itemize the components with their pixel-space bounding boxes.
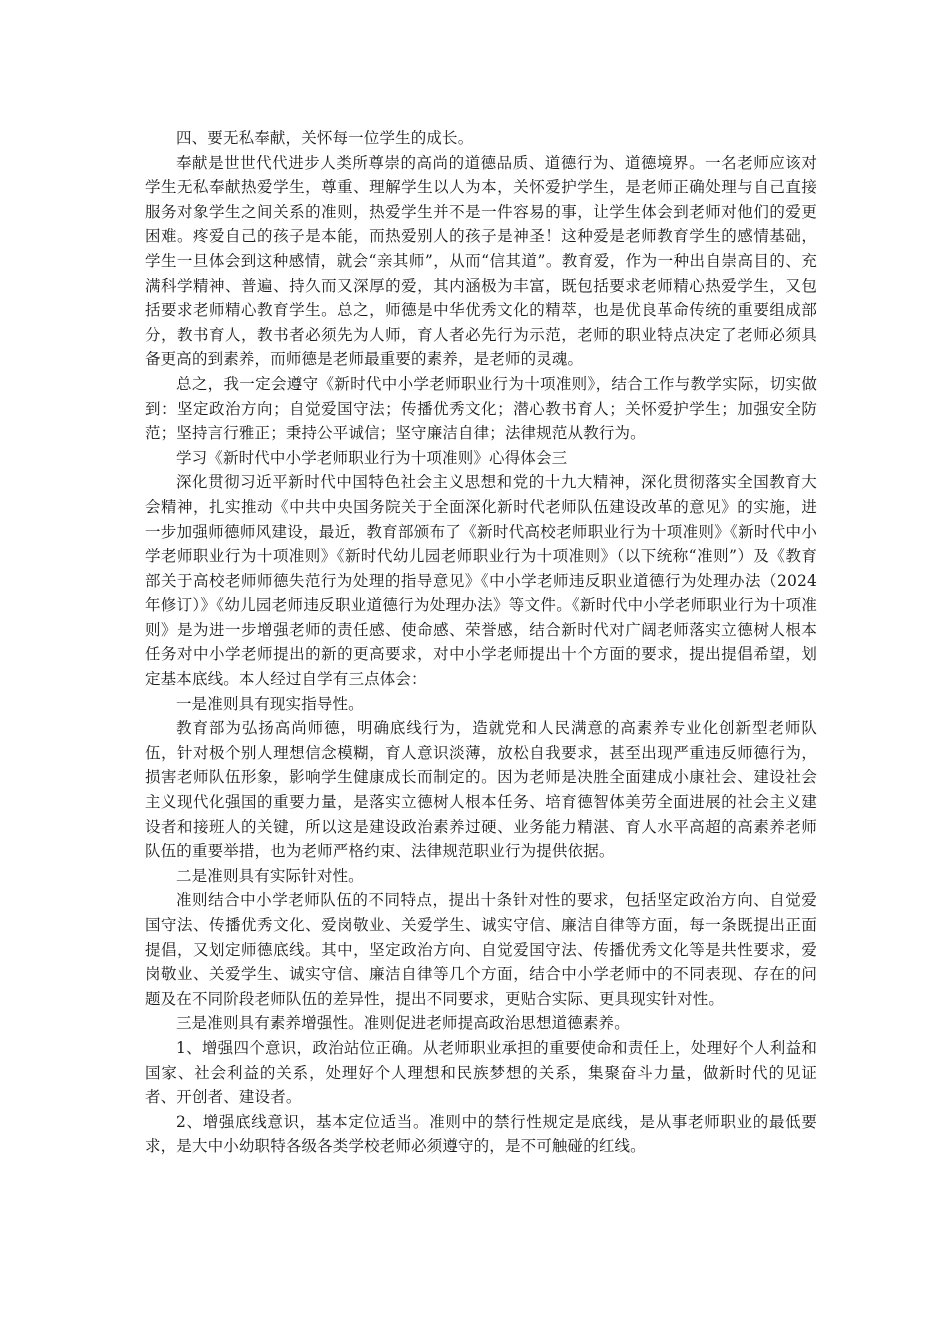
essay-title-three: 学习《新时代中小学老师职业行为十项准则》心得体会三 <box>176 448 568 467</box>
list-item-1: 1、增强四个意识，政治站位正确。从老师职业承担的重要使命和责任上，处理好个人利益和国家、社会利益的关系，处理好个人理想和民族梦想的关系，集聚奋斗力量，做新时代的见证者、开创者、建设者。 <box>145 1038 817 1107</box>
paragraph-introduction: 深化贯彻习近平新时代中国特色社会主义思想和党的十九大精神，深化贯彻落实全国教育大会精神，扎实推动《中共中央国务院关于全面深化新时代老师队伍建设改革的意见》的实施，进一步加强师德师风建设，最近，教育部颁布了《新时代高校老师职业行为十项准则》《新时代中小学老师职业行为十项准则》《新时代幼儿园老师职业行为十项准则》（以下统称“准则”）及《教育部关于高校老师师德失范行为处理的指导意见》《中小学老师违反职业道德行为处理办法（2024年修订）》《幼儿园老师违反职业道德行为处理办法》等文件。《新时代中小学老师职业行为十项准则》是为进一步增强老师的责任感、使命感、荣誉感，结合新时代对广阔老师落实立德树人根本任务对中小学老师提出的新的更高要求，对中小学老师提出十个方面的要求，提出提倡希望，划定基本底线。本人经过自学有三点体会： <box>145 473 817 689</box>
point-one-heading: 一是准则具有现实指导性。 <box>176 694 364 713</box>
document-body <box>145 126 817 1159</box>
list-item-2: 2、增强底线意识，基本定位适当。准则中的禁行性规定是底线，是从事老师职业的最低要求，是大中小幼职特各级各类学校老师必须遵守的，是不可触碰的红线。 <box>145 1112 817 1156</box>
point-two-body: 准则结合中小学老师队伍的不同特点，提出十条针对性的要求，包括坚定政治方向、自觉爱国守法、传播优秀文化、爱岗敬业、关爱学生、诚实守信、廉洁自律等方面，每一条既提出正面提倡，又划定师德底线。其中，坚定政治方向、自觉爱国守法、传播优秀文化等是共性要求，爱岗敬业、关爱学生、诚实守信、廉洁自律等几个方面，结合中小学老师中的不同表现、存在的问题及在不同阶段老师队伍的差异性，提出不同要求，更贴合实际、更具现实针对性。 <box>145 891 817 1008</box>
paragraph-dedication: 奉献是世世代代进步人类所尊崇的高尚的道德品质、道德行为、道德境界。一名老师应该对学生无私奉献热爱学生，尊重、理解学生以人为本，关怀爱护学生，是老师正确处理与自己直接服务对象学生之间关系的准则，热爱学生并不是一件容易的事，让学生体会到老师对他们的爱更困难。疼爱自己的孩子是本能，而热爱别人的孩子是神圣！这种爱是老师教育学生的感情基础，学生一旦体会到这种感情，就会“亲其师”，从而“信其道”。教育爱，作为一种出自崇高目的、充满科学精神、普遍、持久而又深厚的爱，其内涵极为丰富，既包括要求老师精心热爱学生，又包括要求老师精心教育学生。总之，师德是中华优秀文化的精萃，也是优良革命传统的重要组成部分，教书育人，教书者必须先为人师，育人者必先行为示范，老师的职业特点决定了老师必须具备更高的到素养，而师德是老师最重要的素养，是老师的灵魂。 <box>145 153 817 369</box>
point-three-heading: 三是准则具有素养增强性。准则促进老师提高政治思想道德素养。 <box>176 1014 630 1033</box>
section-heading-four: 四、要无私奉献，关怀每一位学生的成长。 <box>176 129 474 147</box>
point-two-heading: 二是准则具有实际针对性。 <box>176 866 364 885</box>
point-one-body: 教育部为弘扬高尚师德，明确底线行为，造就党和人民满意的高素养专业化创新型老师队伍，针对极个别人理想信念模糊，育人意识淡薄，放松自我要求，甚至出现严重违反师德行为，损害老师队伍形象，影响学生健康成长而制定的。因为老师是决胜全面建成小康社会、建设社会主义现代化强国的重要力量，是落实立德树人根本任务、培育德智体美劳全面进展的社会主义建设者和接班人的关键，所以这是建设政治素养过硬、业务能力精湛、育人水平高超的高素养老师队伍的重要举措，也为老师严格约束、法律规范职业行为提供依据。 <box>145 719 817 861</box>
paragraph-summary: 总之，我一定会遵守《新时代中小学老师职业行为十项准则》，结合工作与教学实际，切实做到：坚定政治方向；自觉爱国守法；传播优秀文化；潜心教书育人；关怀爱护学生；加强安全防范；坚持言行雅正；秉持公平诚信；坚守廉洁自律；法律规范从教行为。 <box>145 374 817 443</box>
